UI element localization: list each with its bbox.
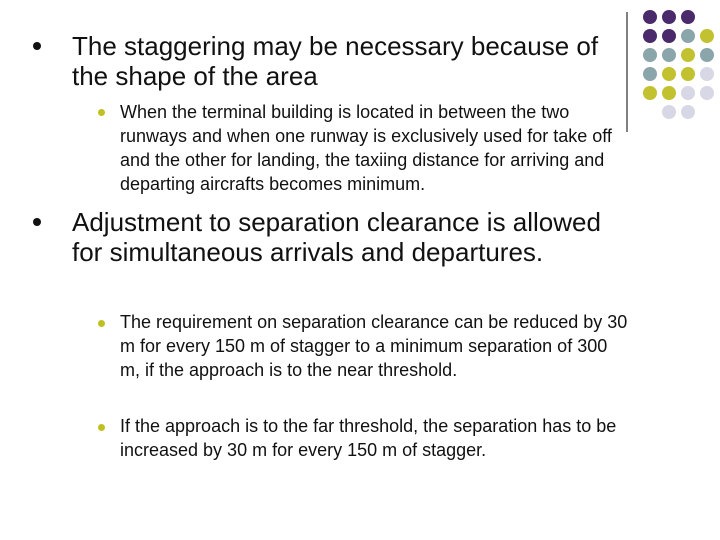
decorative-dot (662, 105, 676, 119)
decorative-dot (662, 48, 676, 62)
bullet-text: The staggering may be necessary because of the shape of the area (72, 31, 599, 91)
decorative-dot (643, 67, 657, 81)
decorative-dot (643, 48, 657, 62)
bullet-text: Adjustment to separation clearance is allowed for simultaneous arrivals and departures. (72, 207, 601, 267)
decorative-dot (662, 29, 676, 43)
decorative-dot (700, 48, 714, 62)
decorative-dot (700, 29, 714, 43)
decorative-dot (681, 86, 695, 100)
sub-bullet-text: The requirement on separation clearance can be reduced by 30 m for every 150 m of stagger to a minimum separation of 300 m, if the approach is to the near threshold. (120, 312, 628, 380)
decorative-dot (643, 10, 657, 24)
decorative-dot (643, 29, 657, 43)
decorative-dot (662, 86, 676, 100)
bullet-icon (33, 42, 41, 50)
decorative-dot (681, 67, 695, 81)
decorative-dot (681, 48, 695, 62)
decorative-dot (700, 86, 714, 100)
decorative-dot (681, 29, 695, 43)
decorative-dot (643, 86, 657, 100)
decorative-dot (700, 67, 714, 81)
decorative-dot (681, 10, 695, 24)
decorative-dot (681, 105, 695, 119)
bullet-icon (33, 218, 41, 226)
decorative-dot-grid (636, 10, 720, 120)
sub-bullet-icon (98, 320, 105, 327)
decorative-dot (662, 67, 676, 81)
sub-bullet-text: If the approach is to the far threshold, the separation has to be increased by 30 m for every 150 m of stagger. (120, 416, 617, 460)
sub-bullet-icon (98, 109, 105, 116)
sub-bullet-icon (98, 424, 105, 431)
sub-bullet-text: When the terminal building is located in between the two runways and when one runway is exclusively used for take off and the other for landing, the taxiing distance for arriving and departing aircrafts becomes minimum. (120, 102, 612, 194)
decorative-dot (662, 10, 676, 24)
